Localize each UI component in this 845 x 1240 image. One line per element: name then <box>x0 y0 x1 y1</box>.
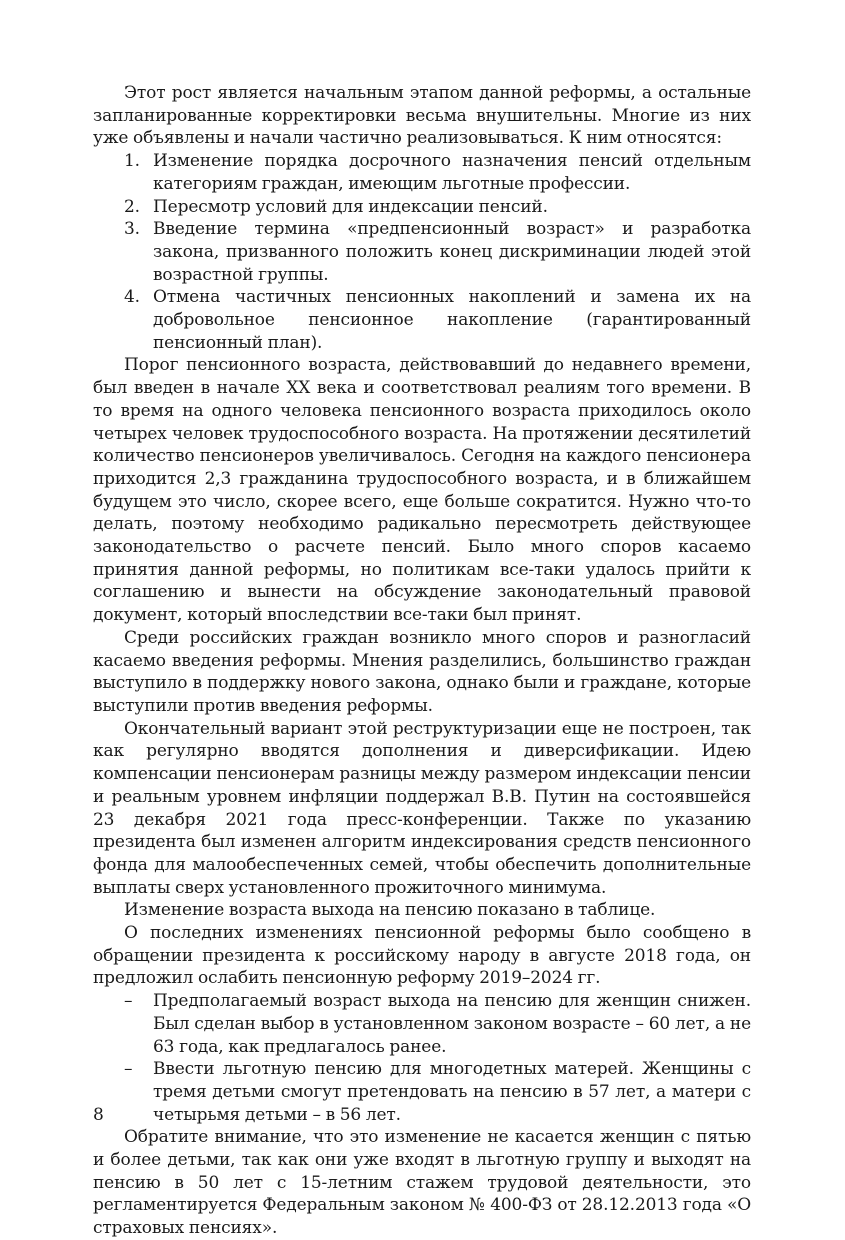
list-item-text: Отмена частичных пенсионных накоплений и замена их на добровольное пенсионное накопление (гарантированный пенсионный план). <box>153 287 751 353</box>
paragraph: Окончательный вариант этой реструктуризации еще не построен, так как регулярно вводятся дополнения и диверсификации. Идею компенсации пенсионерам разницы между размером индексации пенсии и реальным уровнем инфляции поддержал В.В. Путин на состоявшейся 23 декабря 2021 года пресс-конференции. Также по указанию президента был изменен алгоритм индексирования средств пенсионного фонда для малообеспеченных семей, чтобы обеспечить дополнительные выплаты сверх установленного прожиточного минимума. <box>93 718 751 898</box>
paragraph: О последних изменениях пенсионной реформы было сообщено в обращении президента к российскому народу в августе 2018 года, он предложил ослабить пенсионную реформу 2019–2024 гг. <box>93 923 751 989</box>
list-item <box>93 150 751 195</box>
list-marker: 1. <box>124 151 140 172</box>
list-item <box>93 286 751 354</box>
paragraph: Изменение возраста выхода на пенсию показано в таблице. <box>124 900 656 921</box>
paragraph: Обратите внимание, что это изменение не касается женщин с пятью и более детьми, так как они уже входят в льготную группу и выходят на пенсию в 50 лет с 15-летним стажем трудовой деятельности, это регламентируется Федеральным законом № 400-ФЗ от 28.12.2013 года «О страховых пенсиях». <box>93 1127 751 1239</box>
list-item-text: Изменение порядка досрочного назначения пенсий отдельным категориям граждан, имеющим льготные профессии. <box>153 151 751 194</box>
list-item-text: Ввести льготную пенсию для многодетных матерей. Женщины с тремя детьми смогут претендовать на пенсию в 57 лет, а матери с четырьмя детьми – в 56 лет. <box>153 1059 751 1125</box>
list-marker: 2. <box>124 196 140 217</box>
list-item-text: Предполагаемый возраст выхода на пенсию для женщин снижен. Был сделан выбор в установленном законом возрасте – 60 лет, а не 63 года, как предлагалось ранее. <box>153 991 751 1057</box>
dash-list <box>93 990 751 1126</box>
numbered-list <box>93 150 751 354</box>
list-marker: – <box>124 991 133 1012</box>
list-item-text: Введение термина «предпенсионный возраст» и разработка закона, призванного положить конец дискриминации людей этой возрастной группы. <box>153 219 751 285</box>
list-item-text: Пересмотр условий для индексации пенсий. <box>153 196 548 217</box>
page-body <box>93 82 751 1240</box>
page-number: 8 <box>93 1105 104 1125</box>
list-marker: 3. <box>124 219 140 240</box>
list-marker: 4. <box>124 287 140 308</box>
paragraph: Среди российских граждан возникло много споров и разногласий касаемо введения реформы. Мнения разделились, большинство граждан выступило в поддержку нового закона, однако были и граждане, которые выступили против введения реформы. <box>93 627 751 716</box>
paragraph: Этот рост является начальным этапом данной реформы, а остальные запланированные корректировки весьма внушительны. Многие из них уже объявлены и начали частично реализовываться. К ним относятся: <box>93 83 751 149</box>
paragraph: Порог пенсионного возраста, действовавший до недавнего времени, был введен в начале XX века и соответствовал реалиям того времени. В то время на одного человека пенсионного возраста приходилось около четырех человек трудоспособного возраста. На протяжении десятилетий количество пенсионеров увеличивалось. Сегодня на каждого пенсионера приходится 2,3 гражданина трудоспособного возраста, и в ближайшем будущем это число, скорее всего, еще больше сократится. Нужно что-то делать, поэтому необходимо радикально пересмотреть действующее законодательство о расчете пенсий. Было много споров касаемо принятия данной реформы, но политикам все-таки удалось прийти к соглашению и вынести на обсуждение законодательный правовой документ, который впоследствии все-таки был принят. <box>93 355 751 626</box>
list-item <box>93 990 751 1058</box>
list-item <box>93 1058 751 1126</box>
list-marker: – <box>124 1059 133 1080</box>
list-item <box>93 196 751 219</box>
list-item <box>93 218 751 286</box>
